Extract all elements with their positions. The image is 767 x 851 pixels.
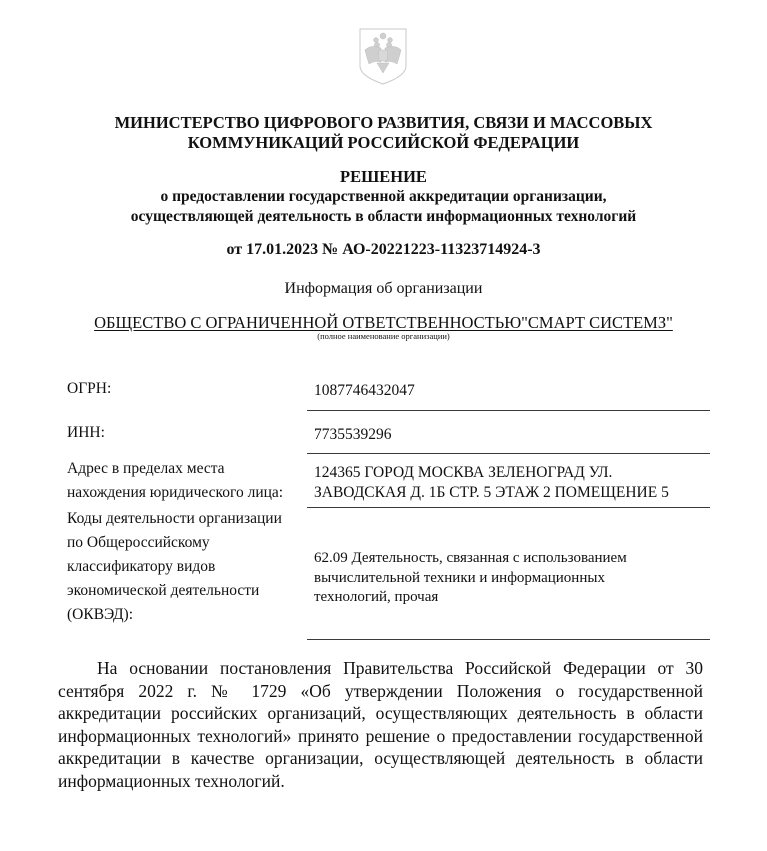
field-underline-ogrn — [307, 410, 710, 411]
field-value-address — [314, 463, 714, 503]
coat-of-arms-svg — [357, 26, 409, 86]
field-value-okved-line-1: 62.09 Деятельность, связанная с использованием — [314, 550, 627, 566]
coat-of-arms-icon — [357, 26, 409, 86]
ministry-name-line-2: КОММУНИКАЦИЙ РОССИЙСКОЙ ФЕДЕРАЦИИ — [187, 133, 580, 152]
field-label-address-line-2: нахождения юридического лица: — [67, 484, 284, 501]
field-label-address — [67, 457, 299, 505]
decision-subtitle-line-2: осуществляющей деятельность в области информационных технологий — [130, 208, 637, 225]
field-value-okved — [314, 549, 714, 608]
field-underline-inn — [307, 453, 710, 454]
org-full-name-text: ОБЩЕСТВО С ОГРАНИЧЕННОЙ ОТВЕТСТВЕННОСТЬЮ"СМАРТ СИСТЕМЗ" — [94, 313, 673, 332]
field-underline-address — [307, 507, 710, 508]
field-label-okved-line-1: Коды деятельности организации — [67, 510, 282, 527]
field-label-ogrn: ОГРН: — [67, 380, 112, 397]
field-label-okved-line-3: классификатору видов — [67, 558, 216, 575]
field-value-address-line-2: ЗАВОДСКАЯ Д. 1Б СТР. 5 ЭТАЖ 2 ПОМЕЩЕНИЕ 5 — [314, 484, 669, 501]
field-label-okved-line-4: экономической деятельности — [67, 582, 260, 599]
field-label-inn: ИНН: — [67, 424, 105, 441]
org-full-name — [0, 313, 767, 333]
field-underline-okved — [307, 639, 710, 640]
field-value-okved-line-2: вычислительной техники и информационных — [314, 569, 605, 586]
field-label-okved-line-5: (ОКВЭД): — [67, 606, 134, 623]
org-full-name-caption: (полное наименование организации) — [317, 331, 450, 341]
ministry-name-line-1: МИНИСТЕРСТВО ЦИФРОВОГО РАЗВИТИЯ, СВЯЗИ И МАССОВЫХ — [114, 113, 653, 132]
org-info-heading: Информация об организации — [284, 280, 483, 297]
field-value-inn: 7735539296 — [314, 426, 392, 443]
field-value-okved-line-3: технологий, прочая — [314, 589, 439, 605]
decision-subtitle — [0, 187, 767, 227]
field-label-okved — [67, 507, 299, 627]
decision-number: от 17.01.2023 № АО-20221223-11323714924-3 — [226, 241, 541, 258]
field-value-address-line-1: 124365 ГОРОД МОСКВА ЗЕЛЕНОГРАД УЛ. — [314, 464, 613, 481]
decision-title: РЕШЕНИЕ — [340, 167, 427, 186]
decision-basis-paragraph: На основании постановления Правительства Российской Федерации от 30 сентября 2022 г. № 1729 «Об утверждении Положения о государственной аккредитации российских организаций, осуществляющих деятельность в области информационных технологий» принято решение о предоставлении государственной аккредитации в качестве организации, осуществляющей деятельность в области информационных технологий. — [58, 658, 703, 791]
field-label-okved-line-2: по Общероссийскому — [67, 534, 210, 551]
decision-subtitle-line-1: о предоставлении государственной аккредитации организации, — [160, 188, 607, 205]
field-value-ogrn: 1087746432047 — [314, 382, 415, 399]
field-label-address-line-1: Адрес в пределах места — [67, 460, 225, 477]
ministry-name — [0, 113, 767, 153]
